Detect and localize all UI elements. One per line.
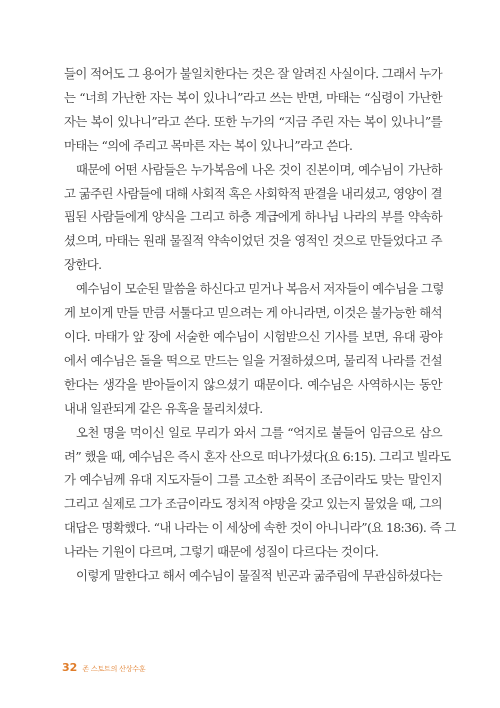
text-line: 가 예수님께 유대 지도자들이 그를 고소한 죄목이 조금이라도 맞는 말인지 bbox=[64, 472, 442, 488]
text-line: 핍된 사람들에게 양식을 그리고 하층 계급에게 하나님 나라의 부를 약속하 bbox=[64, 209, 442, 225]
text-line: 그리고 실제로 그가 조금이라도 정치적 야망을 갖고 있는지 물었을 때, 그의 bbox=[64, 496, 442, 512]
paragraph-1 bbox=[64, 62, 442, 158]
page-number: 32 bbox=[62, 661, 78, 674]
text-line: 한다는 생각을 받아들이지 않으셨기 때문이다. 예수님은 사역하시는 동안 bbox=[64, 376, 442, 392]
text-line: 자는 복이 있나니”라고 쓴다. 또한 누가의 “지금 주린 자는 복이 있나니”를 bbox=[64, 113, 442, 129]
text-line: 셨으며, 마태는 원래 물질적 약속이었던 것을 영적인 것으로 만들었다고 주 bbox=[64, 233, 442, 249]
text-line: 대답은 명확했다. “내 나라는 이 세상에 속한 것이 아니니라”(요 18:36). 즉 그 bbox=[64, 520, 456, 536]
text-line: 때문에 어떤 사람들은 누가복음에 나온 것이 진본이며, 예수님이 가난하 bbox=[76, 161, 442, 177]
paragraph-2 bbox=[64, 158, 442, 278]
text-line: 내내 일관되게 같은 유혹을 물리치셨다. bbox=[64, 400, 263, 416]
text-line: 나라는 기원이 다르며, 그렇기 때문에 성질이 다르다는 것이다. bbox=[64, 544, 379, 560]
text-line: 마태는 “의에 주리고 목마른 자는 복이 있나니”라고 쓴다. bbox=[64, 137, 353, 153]
text-line: 이렇게 말한다고 해서 예수님이 물질적 빈곤과 굶주림에 무관심하셨다는 bbox=[76, 568, 442, 584]
text-line: 려” 했을 때, 예수님은 즉시 혼자 산으로 떠나가셨다(요 6:15). 그리고 빌라도 bbox=[64, 448, 451, 464]
text-line: 예수님이 모순된 말씀을 하신다고 믿거나 복음서 저자들이 예수님을 그렇 bbox=[76, 281, 444, 297]
paragraph-4 bbox=[64, 421, 456, 564]
text-line: 오천 명을 먹이신 일로 무리가 와서 그를 “억지로 붙들어 임금으로 삼으 bbox=[76, 424, 442, 440]
text-line: 들이 적어도 그 용어가 불일치한다는 것은 잘 알려진 사실이다. 그래서 누가 bbox=[64, 66, 442, 81]
paragraph-3 bbox=[64, 277, 442, 420]
running-title: 존 스토트의 산상수훈 bbox=[82, 665, 146, 673]
text-line: 고 굶주린 사람들에 대해 사회적 혹은 사회학적 판결을 내리셨고, 영양이 결 bbox=[64, 185, 442, 201]
text-line: 이다. 마태가 앞 장에 서술한 예수님이 시험받으신 기사를 보면, 유대 광야 bbox=[64, 328, 442, 344]
text-line: 에서 예수님은 돌을 떡으로 만드는 일을 거절하셨으며, 물리적 나라를 건설 bbox=[64, 352, 442, 368]
text-line: 는 “너희 가난한 자는 복이 있나니”라고 쓰는 반면, 마태는 “심령이 가난한 bbox=[64, 89, 442, 105]
text-line: 장한다. bbox=[64, 257, 102, 273]
body-text bbox=[64, 62, 456, 588]
text-line: 게 보이게 만들 만큼 서툴다고 믿으려는 게 아니라면, 이것은 불가능한 해석 bbox=[64, 305, 442, 321]
paragraph-5 bbox=[64, 564, 442, 588]
page-footer bbox=[62, 661, 145, 674]
